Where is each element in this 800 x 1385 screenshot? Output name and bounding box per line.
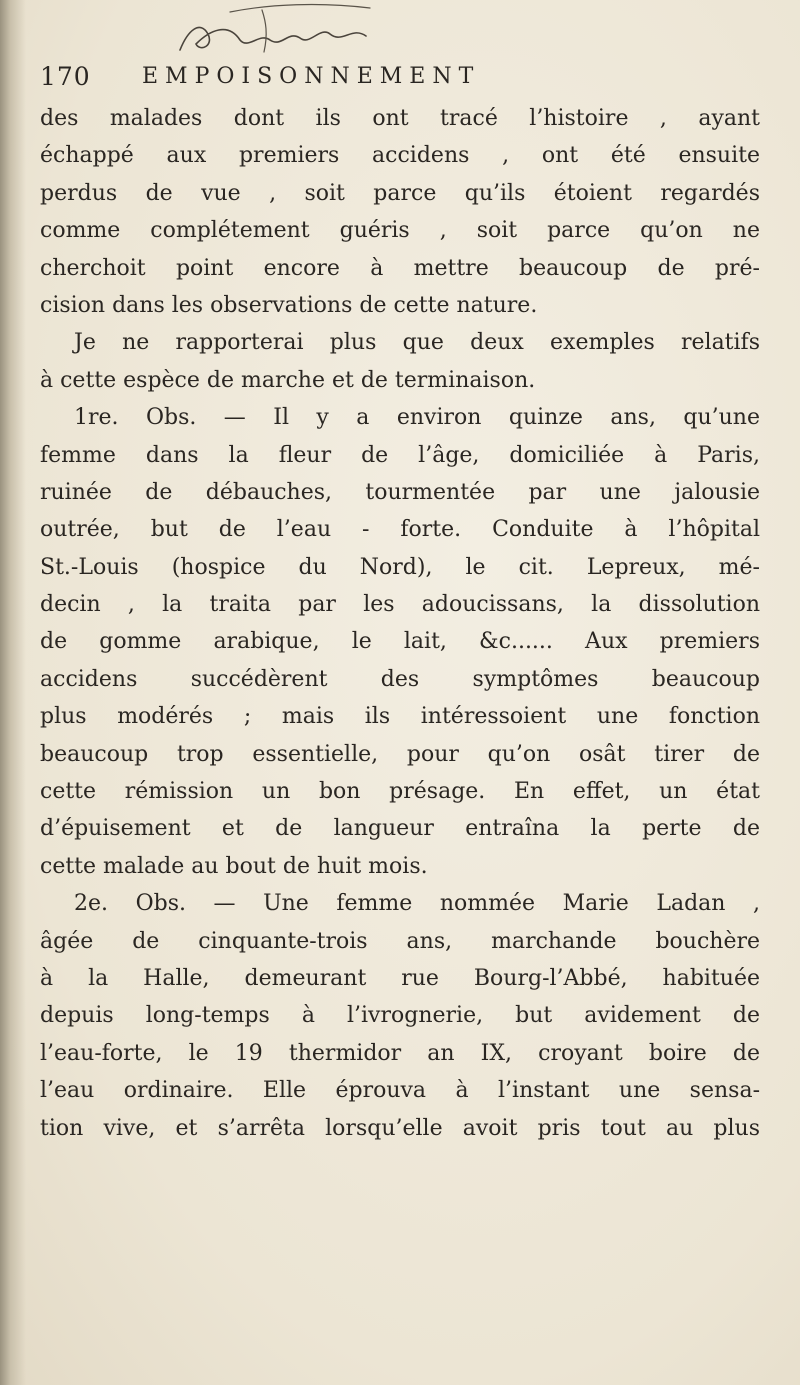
text-line: St.-Louis (hospice du Nord), le cit. Lepreux, mé- [40, 554, 760, 580]
text-line: outrée, but de l’eau - forte. Conduite à l’hôpital [40, 517, 760, 543]
text-line: de gomme arabique, le lait, &c...... Aux premiers [40, 629, 760, 655]
text-line: comme complétement guéris , soit parce qu’on ne [40, 218, 760, 244]
text-line: cette rémission un bon présage. En effet, un état [40, 779, 760, 805]
running-head: EMPOISONNEMENT [142, 64, 481, 89]
text-line: à la Halle, demeurant rue Bourg-l’Abbé, habituée [40, 965, 760, 991]
handwritten-signature-mark [170, 0, 400, 62]
text-line: 2e. Obs. — Une femme nommée Marie Ladan , [74, 891, 760, 917]
text-line: perdus de vue , soit parce qu’ils étoient regardés [40, 180, 760, 206]
text-line: cision dans les observations de cette nature. [40, 292, 538, 318]
page-binding-shadow [0, 0, 26, 1385]
text-line: cherchoit point encore à mettre beaucoup de pré- [40, 255, 760, 281]
text-line: 1re. Obs. — Il y a environ quinze ans, qu’une [74, 405, 760, 431]
body-text [40, 100, 760, 1147]
text-line: accidens succédèrent des symptômes beaucoup [40, 666, 760, 692]
text-line: des malades dont ils ont tracé l’histoire , ayant [40, 106, 760, 131]
text-line: à cette espèce de marche et de terminaison. [40, 367, 536, 393]
text-line: depuis long-temps à l’ivrognerie, but avidement de [40, 1003, 760, 1029]
text-line: l’eau-forte, le 19 thermidor an IX, croyant boire de [40, 1040, 760, 1066]
text-line: ruinée de débauches, tourmentée par une jalousie [40, 479, 760, 505]
page-header [40, 62, 780, 96]
text-line: échappé aux premiers accidens , ont été ensuite [40, 143, 760, 169]
text-line: Je ne rapporterai plus que deux exemples relatifs [74, 330, 760, 356]
text-line: tion vive, et s’arrêta lorsqu’elle avoit pris tout au plus [40, 1115, 760, 1141]
page-number: 170 [40, 62, 91, 91]
text-line: cette malade au bout de huit mois. [40, 853, 428, 879]
text-line: âgée de cinquante-trois ans, marchande bouchère [40, 928, 760, 954]
text-line: decin , la traita par les adoucissans, la dissolution [40, 592, 760, 618]
text-line: beaucoup trop essentielle, pour qu’on osât tirer de [40, 741, 760, 767]
text-line: plus modérés ; mais ils intéressoient une fonction [40, 704, 760, 730]
text-line: d’épuisement et de langueur entraîna la perte de [40, 816, 760, 842]
text-line: femme dans la fleur de l’âge, domiciliée à Paris, [40, 442, 760, 468]
text-line: l’eau ordinaire. Elle éprouva à l’instant une sensa- [40, 1078, 760, 1104]
